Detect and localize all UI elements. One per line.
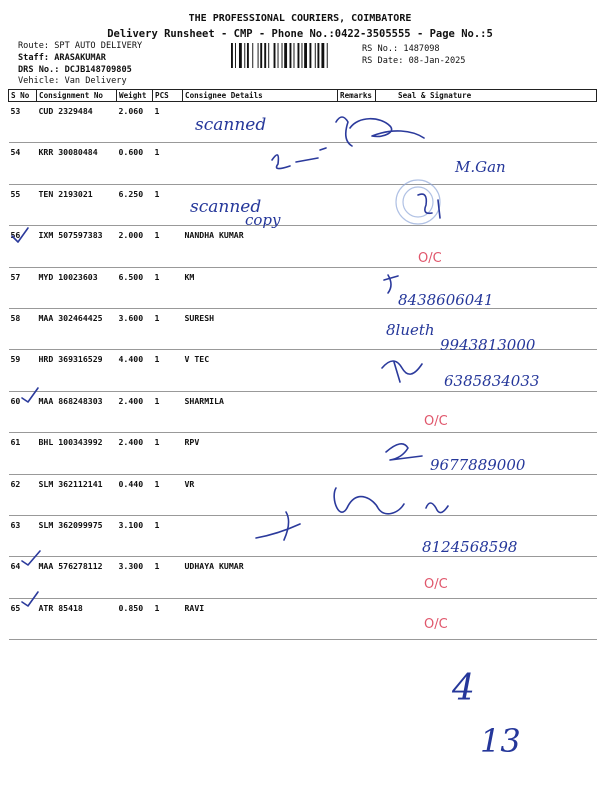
consignment-cell: HRD 369316529	[37, 350, 117, 391]
consignee-cell: SHARMILA	[183, 391, 338, 432]
consignment-cell: MAA 576278112	[37, 557, 117, 598]
consignee-cell: SURESH	[183, 308, 338, 349]
weight-cell: 2.400	[117, 391, 153, 432]
remarks-cell	[338, 226, 376, 267]
remarks-cell	[338, 350, 376, 391]
seal-signature-cell	[376, 308, 597, 349]
pcs-cell: 1	[153, 143, 183, 184]
pcs-cell: 1	[153, 308, 183, 349]
col-weight: Weight	[117, 90, 153, 102]
table-row	[9, 515, 597, 556]
remarks-cell	[338, 557, 376, 598]
handwritten-copy-55: copy	[245, 211, 281, 229]
table-header-row	[9, 90, 597, 102]
runsheet-table	[8, 89, 597, 640]
consignment-cell: SLM 362099975	[37, 515, 117, 556]
weight-cell: 3.100	[117, 515, 153, 556]
weight-cell: 4.400	[117, 350, 153, 391]
consignee-cell: V TEC	[183, 350, 338, 391]
remarks-cell	[338, 267, 376, 308]
handwritten-phone-59: 9943813000	[440, 336, 536, 354]
consignment-cell: KRR 30080484	[37, 143, 117, 184]
pcs-cell: 1	[153, 102, 183, 143]
seal-signature-cell	[376, 598, 597, 639]
consignment-cell: CUD 2329484	[37, 102, 117, 143]
weight-cell: 0.440	[117, 474, 153, 515]
weight-cell: 6.250	[117, 184, 153, 225]
pcs-cell: 1	[153, 391, 183, 432]
weight-cell: 2.400	[117, 433, 153, 474]
col-sno: S No	[9, 90, 37, 102]
pcs-cell: 1	[153, 557, 183, 598]
consignee-cell: RPV	[183, 433, 338, 474]
sno-cell: 64	[9, 557, 37, 598]
consignment-cell: BHL 100343992	[37, 433, 117, 474]
sno-cell: 55	[9, 184, 37, 225]
red-mark-56: O/C	[418, 251, 442, 266]
route-label: Route: SPT AUTO DELIVERY	[18, 41, 143, 51]
weight-cell: 2.000	[117, 226, 153, 267]
table-row	[9, 557, 597, 598]
weight-cell: 0.600	[117, 143, 153, 184]
seal-signature-cell	[376, 267, 597, 308]
consignee-cell	[183, 102, 338, 143]
weight-cell: 3.300	[117, 557, 153, 598]
seal-signature-cell	[376, 102, 597, 143]
consignment-cell: SLM 362112141	[37, 474, 117, 515]
runsheet-subtitle: Delivery Runsheet - CMP - Phone No.:0422-3505555 - Page No.:5	[107, 28, 493, 40]
weight-cell: 6.500	[117, 267, 153, 308]
handwritten-phone-60: 6385834033	[444, 372, 540, 390]
col-consignment: Consignment No	[37, 90, 117, 102]
remarks-cell	[338, 184, 376, 225]
consignee-cell	[183, 184, 338, 225]
handwritten-scanned-53: scanned	[195, 115, 267, 135]
sno-cell: 54	[9, 143, 37, 184]
consignee-cell	[183, 143, 338, 184]
table-row	[9, 350, 597, 391]
handwritten-name-58: 8lueth	[386, 321, 435, 339]
sno-cell: 58	[9, 308, 37, 349]
sno-cell: 63	[9, 515, 37, 556]
company-title: THE PROFESSIONAL COURIERS, COIMBATORE	[188, 13, 412, 24]
table-row	[9, 102, 597, 143]
sno-cell: 59	[9, 350, 37, 391]
staff-label: Staff: ARASAKUMAR	[18, 53, 106, 63]
col-remarks: Remarks	[338, 90, 376, 102]
table-row	[9, 474, 597, 515]
table-row	[9, 598, 597, 639]
handwritten-number-13: 13	[480, 722, 521, 760]
handwritten-phone-63: 8124568598	[422, 538, 518, 556]
handwritten-phone-57: 8438606041	[398, 291, 494, 309]
seal-signature-cell	[376, 143, 597, 184]
col-pcs: PCS	[153, 90, 183, 102]
drs-number: DRS No.: DCJB148709805	[18, 65, 132, 75]
consignee-cell: RAVI	[183, 598, 338, 639]
consignee-cell: VR	[183, 474, 338, 515]
remarks-cell	[338, 308, 376, 349]
handwritten-phone-62: 9677889000	[430, 456, 526, 474]
table-row	[9, 267, 597, 308]
consignee-cell: KM	[183, 267, 338, 308]
consignment-cell: MAA 868248303	[37, 391, 117, 432]
seal-signature-cell	[376, 226, 597, 267]
remarks-cell	[338, 598, 376, 639]
consignment-cell: ATR 85418	[37, 598, 117, 639]
barcode	[231, 43, 351, 68]
remarks-cell	[338, 102, 376, 143]
col-seal-signature: Seal & Signature	[376, 90, 597, 102]
consignee-cell: UDHAYA KUMAR	[183, 557, 338, 598]
weight-cell: 0.850	[117, 598, 153, 639]
weight-cell: 3.600	[117, 308, 153, 349]
rs-date: RS Date: 08-Jan-2025	[362, 56, 466, 66]
table-row	[9, 433, 597, 474]
remarks-cell	[338, 433, 376, 474]
remarks-cell	[338, 391, 376, 432]
consignee-cell: NANDHA KUMAR	[183, 226, 338, 267]
seal-signature-cell	[376, 391, 597, 432]
sno-cell: 60	[9, 391, 37, 432]
table-row	[9, 308, 597, 349]
consignment-cell: MAA 302464425	[37, 308, 117, 349]
remarks-cell	[338, 143, 376, 184]
seal-signature-cell	[376, 350, 597, 391]
seal-signature-cell	[376, 474, 597, 515]
vehicle-label: Vehicle: Van Delivery	[18, 76, 127, 86]
handwritten-number-4: 4	[452, 668, 475, 709]
pcs-cell: 1	[153, 267, 183, 308]
pcs-cell: 1	[153, 350, 183, 391]
weight-cell: 2.060	[117, 102, 153, 143]
sno-cell: 56	[9, 226, 37, 267]
sno-cell: 62	[9, 474, 37, 515]
handwritten-scanned-55: scanned	[190, 197, 262, 217]
red-mark-60: O/C	[424, 414, 448, 429]
col-consignee: Consignee Details	[183, 90, 338, 102]
table-row	[9, 143, 597, 184]
rs-number: RS No.: 1487098	[362, 44, 440, 54]
table-row	[9, 184, 597, 225]
pcs-cell: 1	[153, 474, 183, 515]
consignment-cell: IXM 507597383	[37, 226, 117, 267]
table-row	[9, 391, 597, 432]
sno-cell: 61	[9, 433, 37, 474]
sno-cell: 57	[9, 267, 37, 308]
red-mark-64: O/C	[424, 577, 448, 592]
seal-signature-cell	[376, 184, 597, 225]
red-mark-65: O/C	[424, 617, 448, 632]
remarks-cell	[338, 515, 376, 556]
pcs-cell: 1	[153, 433, 183, 474]
sno-cell: 53	[9, 102, 37, 143]
remarks-cell	[338, 474, 376, 515]
sno-cell: 65	[9, 598, 37, 639]
seal-signature-cell	[376, 433, 597, 474]
consignment-cell: MYD 10023603	[37, 267, 117, 308]
seal-signature-cell	[376, 515, 597, 556]
pcs-cell: 1	[153, 226, 183, 267]
consignee-cell	[183, 515, 338, 556]
consignment-cell: TEN 2193021	[37, 184, 117, 225]
table-row	[9, 226, 597, 267]
pcs-cell: 1	[153, 184, 183, 225]
handwritten-name-54: M.Gan	[455, 158, 506, 176]
seal-signature-cell	[376, 557, 597, 598]
pcs-cell: 1	[153, 515, 183, 556]
pcs-cell: 1	[153, 598, 183, 639]
